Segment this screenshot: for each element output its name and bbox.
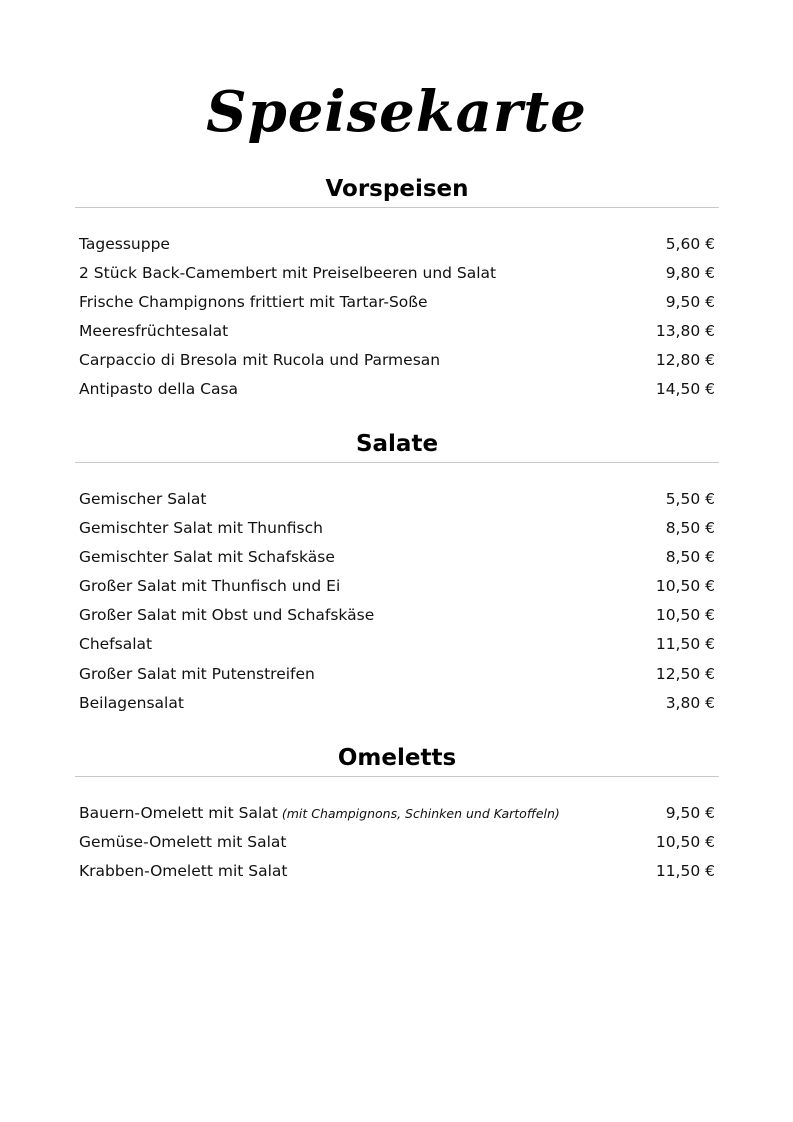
menu-item-name-wrap bbox=[79, 346, 440, 375]
section-heading: Vorspeisen bbox=[75, 172, 719, 208]
menu-item-name: Gemischer Salat bbox=[79, 490, 207, 508]
menu-item-name: Meeresfrüchtesalat bbox=[79, 322, 229, 341]
menu-item bbox=[75, 630, 719, 659]
menu-item bbox=[75, 660, 719, 689]
menu-item-name-wrap bbox=[79, 660, 315, 689]
menu-item-name: Großer Salat mit Putenstreifen bbox=[79, 664, 315, 683]
menu-items bbox=[75, 485, 719, 718]
menu-item-price: 11,50 € bbox=[655, 635, 715, 654]
menu-item-price: 3,80 € bbox=[665, 693, 715, 712]
menu-item-price: 10,50 € bbox=[655, 606, 715, 625]
menu-item bbox=[75, 799, 719, 828]
menu-item-name-wrap bbox=[79, 230, 170, 259]
menu-item-price: 10,50 € bbox=[655, 833, 715, 852]
menu-item bbox=[75, 346, 719, 375]
section-heading: Salate bbox=[75, 427, 719, 463]
menu-item bbox=[75, 485, 719, 514]
menu-item-name: Gemischter Salat mit Schafskäse bbox=[79, 548, 335, 567]
menu-items bbox=[75, 799, 719, 886]
menu-item-name: Beilagensalat bbox=[79, 693, 184, 712]
menu-item-name-wrap bbox=[79, 828, 287, 857]
menu-item bbox=[75, 317, 719, 346]
menu-item-name: Großer Salat mit Obst und Schafskäse bbox=[79, 606, 375, 625]
section-omeletts bbox=[75, 741, 719, 886]
menu-item-name-wrap bbox=[79, 689, 184, 718]
menu-item-name-wrap bbox=[79, 857, 288, 886]
menu-item-price: 9,50 € bbox=[665, 293, 715, 312]
menu-item bbox=[75, 288, 719, 317]
menu-item-name-wrap bbox=[79, 601, 374, 630]
menu-item-name: Antipasto della Casa bbox=[79, 380, 239, 399]
menu-item bbox=[75, 259, 719, 288]
menu-item-name-wrap bbox=[79, 514, 323, 543]
menu-item-price: 12,80 € bbox=[655, 351, 715, 370]
menu-item-price: 13,80 € bbox=[655, 322, 715, 341]
section-salate bbox=[75, 427, 719, 718]
menu-item-price: 9,50 € bbox=[665, 804, 715, 822]
menu-item bbox=[75, 828, 719, 857]
menu-item bbox=[75, 543, 719, 572]
menu-item bbox=[75, 601, 719, 630]
menu-item-name-wrap bbox=[79, 485, 206, 514]
menu-item-price: 8,50 € bbox=[665, 519, 715, 538]
menu-items bbox=[75, 230, 719, 405]
menu-item-price: 12,50 € bbox=[655, 664, 715, 683]
menu-item bbox=[75, 230, 719, 259]
menu-item-name-wrap bbox=[79, 572, 340, 601]
menu-item bbox=[75, 572, 719, 601]
menu-item bbox=[75, 514, 719, 543]
menu-item-name-wrap bbox=[79, 630, 152, 659]
menu-item-name: Chefsalat bbox=[79, 635, 153, 654]
menu-item-note: (mit Champignons, Schinken und Kartoffeln) bbox=[281, 806, 560, 821]
menu-item-price: 14,50 € bbox=[655, 380, 715, 399]
menu-item-name-wrap bbox=[79, 288, 428, 317]
menu-item-name-wrap bbox=[79, 799, 560, 828]
menu-item-name: Großer Salat mit Thunfisch und Ei bbox=[79, 577, 341, 596]
menu-item-price: 5,50 € bbox=[665, 490, 715, 508]
menu-item-name: Tagessuppe bbox=[79, 235, 170, 253]
menu-item bbox=[75, 857, 719, 886]
menu-item-name-wrap bbox=[79, 375, 238, 404]
menu-item-name: Carpaccio di Bresola mit Rucola und Parmesan bbox=[79, 351, 441, 370]
menu-item-name: Gemüse-Omelett mit Salat bbox=[79, 833, 287, 852]
menu-item-price: 9,80 € bbox=[665, 264, 715, 283]
menu-item-name: 2 Stück Back-Camembert mit Preiselbeeren und Salat bbox=[79, 264, 497, 283]
menu-item-price: 8,50 € bbox=[665, 548, 715, 567]
menu-item-price: 5,60 € bbox=[665, 235, 715, 253]
menu-item-name: Gemischter Salat mit Thunfisch bbox=[79, 519, 323, 538]
menu-item-name-wrap bbox=[79, 317, 228, 346]
section-vorspeisen bbox=[75, 172, 719, 405]
menu-item bbox=[75, 689, 719, 718]
menu-item-name: Frische Champignons frittiert mit Tartar-Soße bbox=[79, 293, 428, 312]
menu-item-name-wrap bbox=[79, 543, 335, 572]
menu-title: Speisekarte bbox=[206, 79, 587, 145]
menu-item-name: Bauern-Omelett mit Salat bbox=[79, 804, 278, 822]
menu-item-name-wrap bbox=[79, 259, 496, 288]
menu-item-price: 11,50 € bbox=[655, 862, 715, 881]
menu-item-price: 10,50 € bbox=[655, 577, 715, 596]
section-heading: Omeletts bbox=[75, 741, 719, 777]
menu-item-name: Krabben-Omelett mit Salat bbox=[79, 862, 288, 881]
menu-item bbox=[75, 375, 719, 404]
